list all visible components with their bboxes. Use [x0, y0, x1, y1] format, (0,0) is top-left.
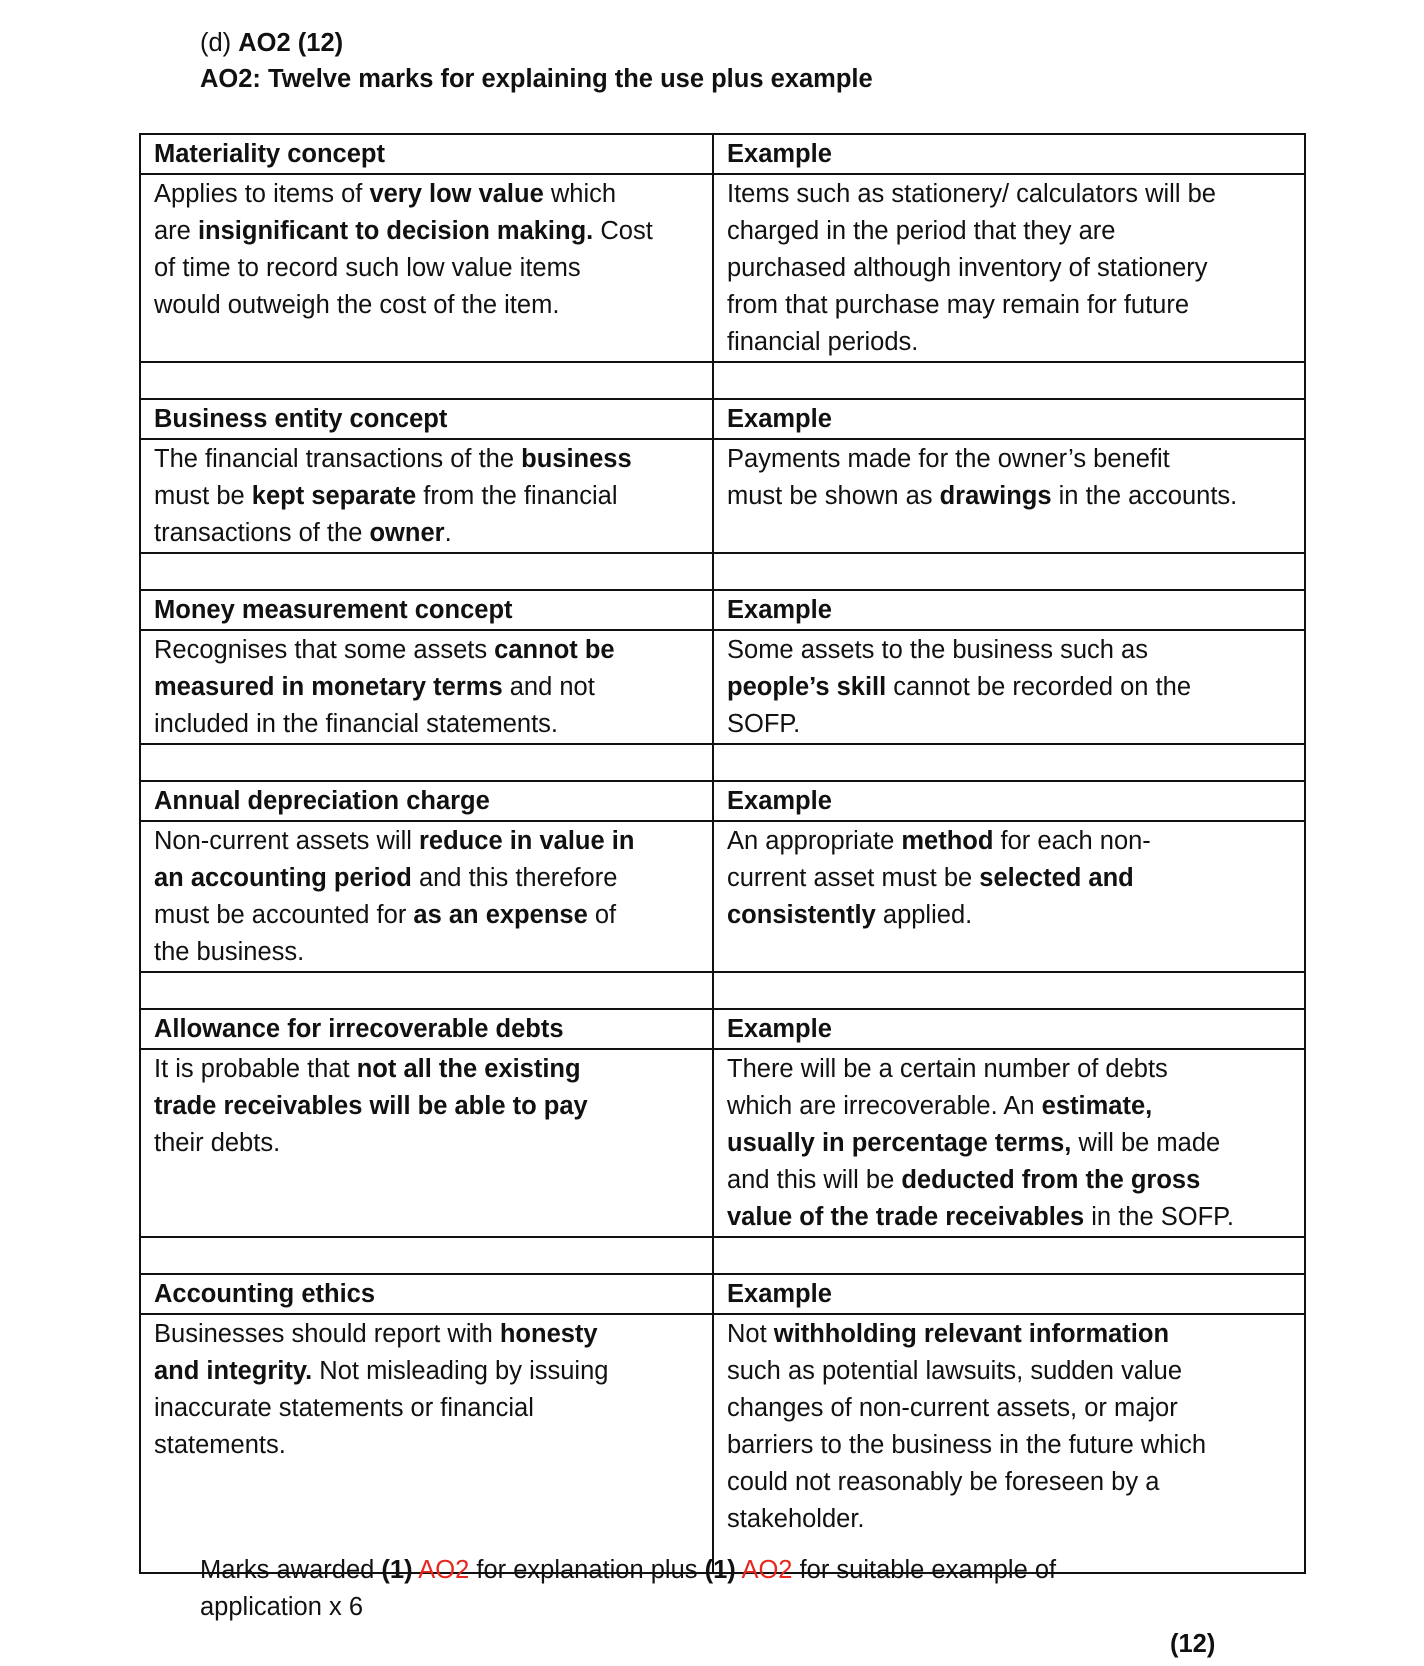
- note-text: for explanation plus: [469, 1556, 705, 1584]
- text-segment: would outweigh the cost of the item.: [154, 291, 560, 319]
- bold-phrase: people’s skill: [727, 673, 887, 701]
- text-line: [154, 823, 700, 860]
- bold-phrase: and integrity.: [154, 1357, 313, 1385]
- bold-phrase: value of the trade receivables: [727, 1203, 1085, 1231]
- spacer-row: [140, 553, 1305, 590]
- bold-phrase: insignificant to decision making.: [197, 217, 594, 245]
- text-segment: of: [587, 901, 617, 929]
- bold-phrase: measured in monetary terms: [154, 673, 503, 701]
- text-line: [154, 1051, 700, 1088]
- text-line: [154, 897, 700, 934]
- example-header: Example: [713, 1009, 1305, 1049]
- bold-phrase: reduce in value in: [419, 827, 635, 855]
- part-marks: AO2 (12): [238, 29, 344, 57]
- text-line: [154, 1353, 700, 1390]
- empty-cell: [140, 972, 713, 1009]
- text-line: [727, 324, 1292, 361]
- empty-cell: [140, 1237, 713, 1274]
- text-line: [154, 176, 700, 213]
- bold-phrase: estimate,: [1041, 1092, 1153, 1120]
- explanation-cell: [140, 439, 713, 553]
- concept-header-row: [140, 134, 1305, 174]
- text-segment: There will be a certain number of debts: [727, 1055, 1168, 1083]
- text-segment: financial periods.: [727, 328, 919, 356]
- mark-one: (1): [704, 1556, 736, 1584]
- text-segment: which are irrecoverable. An: [727, 1092, 1042, 1120]
- example-header: Example: [713, 1274, 1305, 1314]
- text-line: [727, 441, 1292, 478]
- text-segment: inaccurate statements or financial: [154, 1394, 534, 1422]
- text-segment: Payments made for the owner’s benefit: [727, 445, 1170, 473]
- bold-phrase: as an expense: [413, 901, 588, 929]
- text-segment: must be accounted for: [154, 901, 414, 929]
- text-line: [727, 706, 1292, 743]
- text-line: [727, 1051, 1292, 1088]
- note-text-line2: application x 6: [200, 1593, 364, 1621]
- text-segment: must be: [154, 482, 252, 510]
- text-line: [727, 1390, 1292, 1427]
- text-segment: cannot be recorded on the: [886, 673, 1192, 701]
- text-segment: statements.: [154, 1431, 286, 1459]
- concept-header-row: [140, 1009, 1305, 1049]
- empty-cell: [140, 553, 713, 590]
- text-line: [727, 213, 1292, 250]
- text-segment: An appropriate: [727, 827, 902, 855]
- bold-phrase: cannot be: [494, 636, 615, 664]
- text-line: [154, 1427, 700, 1464]
- example-cell: [713, 821, 1305, 972]
- text-line: [154, 478, 700, 515]
- text-line: [727, 1088, 1292, 1125]
- concept-body-row: [140, 630, 1305, 744]
- text-line: [727, 632, 1292, 669]
- empty-cell: [713, 972, 1305, 1009]
- text-segment: are: [154, 217, 198, 245]
- text-line: [727, 1125, 1292, 1162]
- text-segment: in the SOFP.: [1084, 1203, 1234, 1231]
- text-segment: Non-current assets will: [154, 827, 419, 855]
- example-cell: [713, 439, 1305, 553]
- concept-title: Accounting ethics: [140, 1274, 713, 1314]
- text-segment: transactions of the: [154, 519, 370, 547]
- text-line: [727, 860, 1292, 897]
- total-marks: (12): [1170, 1630, 1216, 1658]
- text-segment: and this therefore: [411, 864, 618, 892]
- spacer-row: [140, 744, 1305, 781]
- concept-body-row: [140, 439, 1305, 553]
- text-line: [727, 176, 1292, 213]
- note-text: for suitable example of: [792, 1556, 1057, 1584]
- concept-title: Money measurement concept: [140, 590, 713, 630]
- text-segment: purchased although inventory of stationery: [727, 254, 1208, 282]
- example-header: Example: [713, 781, 1305, 821]
- text-segment: from that purchase may remain for future: [727, 291, 1190, 319]
- text-segment: The financial transactions of the: [154, 445, 522, 473]
- text-line: [154, 1088, 700, 1125]
- text-line: [727, 1427, 1292, 1464]
- text-segment: current asset must be: [727, 864, 980, 892]
- text-segment: such as potential lawsuits, sudden value: [727, 1357, 1183, 1385]
- text-segment: of time to record such low value items: [154, 254, 581, 282]
- concept-title: Business entity concept: [140, 399, 713, 439]
- text-segment: charged in the period that they are: [727, 217, 1116, 245]
- explanation-cell: [140, 1314, 713, 1573]
- text-line: [154, 1390, 700, 1427]
- text-segment: must be shown as: [727, 482, 940, 510]
- spacer-row: [140, 362, 1305, 399]
- bold-phrase: business: [521, 445, 632, 473]
- text-line: [727, 897, 1292, 934]
- bold-phrase: owner: [369, 519, 445, 547]
- bold-phrase: drawings: [939, 482, 1052, 510]
- text-segment: Applies to items of: [154, 180, 370, 208]
- text-segment: the business.: [154, 938, 305, 966]
- text-line: [154, 1125, 700, 1162]
- bold-phrase: very low value: [369, 180, 544, 208]
- text-line: [154, 250, 700, 287]
- text-segment: It is probable that: [154, 1055, 357, 1083]
- text-line: [727, 1501, 1292, 1538]
- text-line: [727, 1353, 1292, 1390]
- text-segment: Recognises that some assets: [154, 636, 495, 664]
- text-segment: barriers to the business in the future which: [727, 1431, 1207, 1459]
- text-line: [154, 632, 700, 669]
- text-segment: Items such as stationery/ calculators will be: [727, 180, 1216, 208]
- text-segment: .: [444, 519, 452, 547]
- example-header: Example: [713, 399, 1305, 439]
- text-segment: included in the financial statements.: [154, 710, 558, 738]
- concept-title: Allowance for irrecoverable debts: [140, 1009, 713, 1049]
- concept-title: Annual depreciation charge: [140, 781, 713, 821]
- text-segment: for each non-: [993, 827, 1151, 855]
- note-text: Marks awarded: [200, 1556, 382, 1584]
- bold-phrase: method: [901, 827, 994, 855]
- bold-phrase: an accounting period: [154, 864, 412, 892]
- text-segment: Cost: [593, 217, 653, 245]
- text-segment: could not reasonably be foreseen by a: [727, 1468, 1160, 1496]
- text-line: [154, 441, 700, 478]
- text-segment: Some assets to the business such as: [727, 636, 1148, 664]
- empty-cell: [713, 553, 1305, 590]
- concept-body-row: [140, 1049, 1305, 1237]
- text-segment: stakeholder.: [727, 1505, 865, 1533]
- bold-phrase: consistently: [727, 901, 876, 929]
- text-line: [727, 823, 1292, 860]
- example-header: Example: [713, 134, 1305, 174]
- example-header: Example: [713, 590, 1305, 630]
- spacer-row: [140, 1237, 1305, 1274]
- part-label: (d): [200, 29, 232, 57]
- example-cell: [713, 1049, 1305, 1237]
- text-line: [727, 1199, 1292, 1236]
- question-part-heading: [200, 26, 343, 60]
- bold-phrase: usually in percentage terms,: [727, 1129, 1072, 1157]
- text-line: [727, 1316, 1292, 1353]
- text-segment: SOFP.: [727, 710, 801, 738]
- mark-one: (1): [381, 1556, 413, 1584]
- marking-subtitle: AO2: Twelve marks for explaining the use plus example: [200, 65, 873, 93]
- empty-cell: [140, 744, 713, 781]
- text-segment: changes of non-current assets, or major: [727, 1394, 1178, 1422]
- explanation-cell: [140, 174, 713, 362]
- example-cell: [713, 630, 1305, 744]
- text-line: [727, 1464, 1292, 1501]
- empty-cell: [713, 744, 1305, 781]
- text-segment: will be made: [1071, 1129, 1221, 1157]
- ao2-tag: AO2: [412, 1556, 470, 1584]
- concept-header-row: [140, 1274, 1305, 1314]
- bold-phrase: withholding relevant information: [773, 1320, 1170, 1348]
- concept-title: Materiality concept: [140, 134, 713, 174]
- bold-phrase: trade receivables will be able to pay: [154, 1092, 588, 1120]
- text-line: [154, 515, 700, 552]
- explanation-cell: [140, 630, 713, 744]
- text-line: [154, 213, 700, 250]
- explanation-cell: [140, 821, 713, 972]
- spacer-row: [140, 972, 1305, 1009]
- marks-awarded-note: [200, 1552, 1056, 1589]
- concept-header-row: [140, 781, 1305, 821]
- text-line: [154, 669, 700, 706]
- text-line: [727, 669, 1292, 706]
- text-line: [154, 860, 700, 897]
- text-line: [154, 1316, 700, 1353]
- text-segment: and not: [502, 673, 595, 701]
- text-segment: which: [543, 180, 617, 208]
- bold-phrase: deducted from the gross: [901, 1166, 1201, 1194]
- text-line: [727, 1162, 1292, 1199]
- ao2-tag: AO2: [735, 1556, 793, 1584]
- bold-phrase: selected and: [979, 864, 1134, 892]
- text-line: [154, 706, 700, 743]
- example-cell: [713, 1314, 1305, 1573]
- text-line: [727, 478, 1292, 515]
- text-segment: from the financial: [416, 482, 618, 510]
- text-segment: Not misleading by issuing: [312, 1357, 609, 1385]
- example-cell: [713, 174, 1305, 362]
- text-line: [727, 287, 1292, 324]
- bold-phrase: honesty: [499, 1320, 598, 1348]
- bold-phrase: not all the existing: [356, 1055, 581, 1083]
- mark-scheme-table: [139, 133, 1306, 1574]
- explanation-cell: [140, 1049, 713, 1237]
- concept-header-row: [140, 399, 1305, 439]
- concept-header-row: [140, 590, 1305, 630]
- text-segment: their debts.: [154, 1129, 281, 1157]
- concept-body-row: [140, 1314, 1305, 1573]
- text-segment: in the accounts.: [1051, 482, 1238, 510]
- empty-cell: [140, 362, 713, 399]
- concept-body-row: [140, 174, 1305, 362]
- text-segment: Businesses should report with: [154, 1320, 500, 1348]
- text-line: [727, 250, 1292, 287]
- text-line: [154, 934, 700, 971]
- text-segment: applied.: [875, 901, 973, 929]
- empty-cell: [713, 1237, 1305, 1274]
- text-segment: Not: [727, 1320, 774, 1348]
- bold-phrase: kept separate: [251, 482, 417, 510]
- empty-cell: [713, 362, 1305, 399]
- text-segment: and this will be: [727, 1166, 902, 1194]
- text-line: [154, 287, 700, 324]
- concept-body-row: [140, 821, 1305, 972]
